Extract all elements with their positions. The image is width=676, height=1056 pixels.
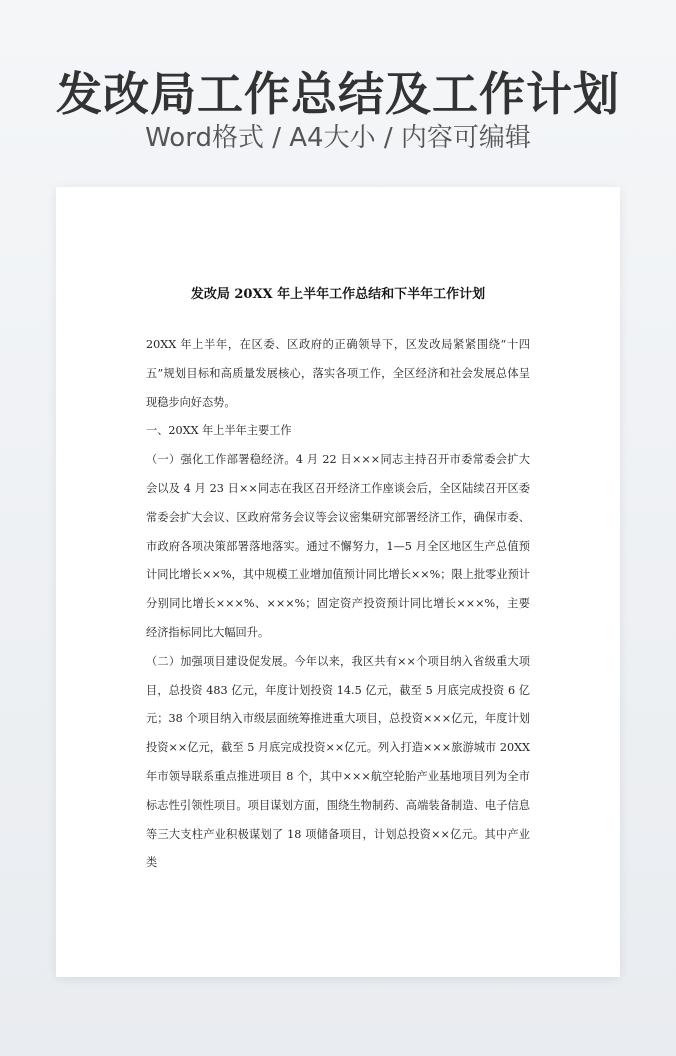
paragraph-economy: （一）强化工作部署稳经济。4 月 22 日×××同志主持召开市委常委会扩大会以及 4 月 23 日××同志在我区召开经济工作座谈会后，全区陆续召开区委常委会扩大会议、区政府常务会议等会议密集研究部署经济工作，确保市委、市政府各项决策部署落地落实。通过不懈努力，1—5 月全区地区生产总值预计同比增长××%，其中规模工业增加值预计同比增长××%；限上批零业预计分别同比增长×××%、×××%；固定资产投资预计同比增长×××%，主要经济指标同比大幅回升。	[146, 453, 530, 639]
section-heading: 一、20XX 年上半年主要工作	[146, 424, 292, 438]
document-title: 发改局 20XX 年上半年工作总结和下半年工作计划	[190, 287, 486, 302]
banner-subtitle: Word格式 / A4大小 / 内容可编辑	[145, 123, 531, 153]
document-page	[56, 187, 620, 977]
banner-title: 发改局工作总结及工作计划	[56, 67, 620, 121]
paragraph-intro: 20XX 年上半年，在区委、区政府的正确领导下，区发改局紧紧围绕“十四五”规划目标和高质量发展核心，落实各项工作，全区经济和社会发展总体呈现稳步向好态势。	[146, 338, 530, 409]
paragraph-projects: （二）加强项目建设促发展。今年以来，我区共有××个项目纳入省级重大项目，总投资 483 亿元，年度计划投资 14.5 亿元，截至 5 月底完成投资 6 亿元；38 个项目纳入市级层面统筹推进重大项目，总投资×××亿元，年度计划投资××亿元，截至 5 月底完成投资××亿元。列入打造×××旅游城市 20XX 年市领导联系重点推进项目 8 个，其中×××航空轮胎产业基地项目列为全市标志性引领性项目。项目谋划方面，围绕生物制药、高端装备制造、电子信息等三大支柱产业积极谋划了 18 项储备项目，计划总投资××亿元。其中产业类	[146, 654, 530, 870]
document-body	[146, 331, 530, 878]
